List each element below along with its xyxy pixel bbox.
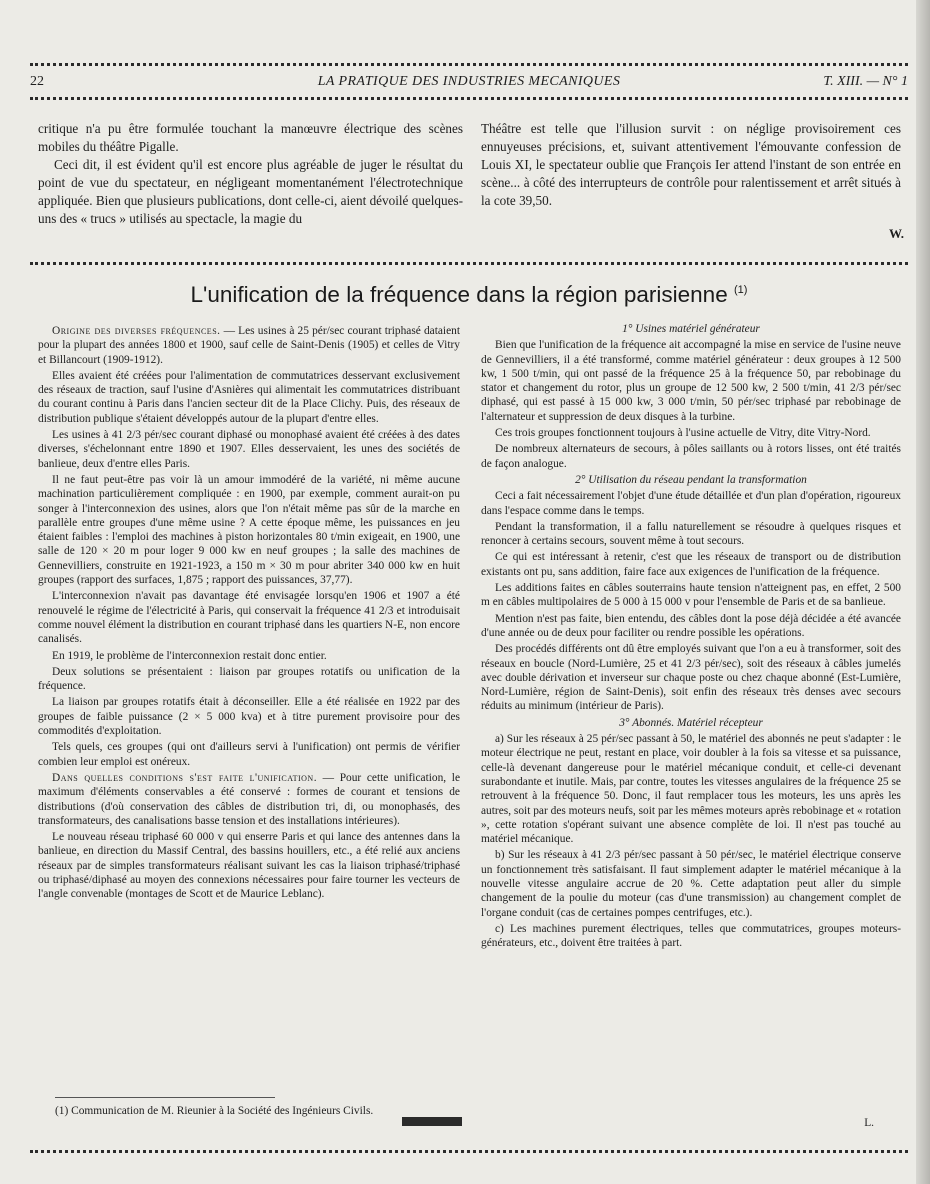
header-top-rule [30,63,908,66]
paragraph: Mention n'est pas faite, bien entendu, des câbles dont la pose déjà décidée a été avancée d'une année ou de deux pour faciliter ou rendre possible les opérations. [481,612,901,639]
paragraph: Le nouveau réseau triphasé 60 000 v qui enserre Paris et qui lance des antennes dans la banlieue, en direction du Massif Central, des bassins houillers, etc., a été relié aux anciens réseaux par de simples transformateurs réalisant suivant les cas la liaison triphasé/triphasé ou triphasé/diphasé au moyen des connexions nécessaires pour faire tourner les vecteurs de l'angle convenable (montages de Scott et de Maurice Leblanc). [38,831,460,901]
article-signature: L. [864,1117,874,1129]
paragraph: Elles avaient été créées pour l'alimentation de commutatrices desservant exclusivement des réseaux de traction, sauf l'usine d'Asnières qui alimentait les commutatrices distribuant du courant continu à Paris dans l'ancien secteur dit de la Place Clichy. Puis, des réseaux de distribution publique s'étaient développés autour de la plupart d'entre elles. [38,369,460,425]
footnote: (1) Communication de M. Rieunier à la Société des Ingénieurs Civils. [55,1105,374,1117]
printer-stamp-mark [402,1117,462,1126]
paragraph [38,324,460,367]
subsection-heading: 2° Utilisation du réseau pendant la transformation [575,473,807,486]
article-title-text: L'unification de la fréquence dans la région parisienne [190,282,728,307]
running-header [30,72,908,94]
paragraph: De nombreux alternateurs de secours, à pôles saillants ou à rotors lisses, ont été traités de façon analogue. [481,443,901,470]
paragraph: Ceci dit, il est évident qu'il est encore plus agréable de juger le résultat du point de vue du spectateur, en négligeant momentanément l'électrotechnique appliquée. Bien que plusieurs publications, dont celle-ci, aient dévoilé quelques-uns des « trucs » utilisés au spectacle, la magie du [38,157,463,226]
paragraph: En 1919, le problème de l'interconnexion restait donc entier. [52,649,327,662]
article-title [30,282,908,308]
paragraph: c) Les machines purement électriques, telles que commutatrices, groupes moteurs-générateurs, etc., doivent être traitées à part. [481,922,901,950]
paragraph [38,771,460,828]
previous-article-right-column [481,120,901,210]
paragraph: b) Sur les réseaux à 41 2/3 pér/sec passant à 50 pér/sec, le matériel électrique conserve un fonctionnement très satisfaisant. Il faut simplement adapter le matériel mécanique à la nouvelle vitesse angulaire accrue de 20 %. Cette adaptation peut aller du simple changement de la poulie du moteur (cas d'une transmission) au changement complet de l'organe conduit (cas de certaines pompes centrifuges, etc.). [481,849,901,919]
subsection-heading: 1° Usines matériel générateur [622,323,760,335]
section-heading: Dans quelles conditions s'est faite l'unification. [52,771,318,784]
article-separator-rule [30,262,908,265]
paragraph: L'interconnexion n'avait pas davantage été envisagée lorsqu'en 1906 et 1907 a été renouvelé le régime de l'électricité à Paris, qui conservait la fréquence 41 2/3 et introduisait comme nouvel élément la distribution en courant triphasé dans les quartiers N-E, non encore canalisés. [38,590,460,646]
paragraph: Bien que l'unification de la fréquence ait accompagné la mise en service de l'usine neuve de Gennevilliers, il a été transformé, comme matériel générateur : deux groupes à 12 500 kw, 1 500 t/min, qui ont passé de la fréquence 25 à la fréquence 50, par rebobinage du stator et changement du rotor, plus un groupe de 12 500 kw, 2 500 t/min, 41 2/3 pér/sec diphasé, qui est passé à 15 000 kw, 3 000 t/min, 50 pér/sec triphasé par rebobinage de l'alternateur et suppression de deux disques à la turbine. [481,339,901,423]
paragraph: Tels quels, ces groupes (qui ont d'ailleurs servi à l'unification) ont permis de vérifier combien leur emploi est onéreux. [38,741,460,768]
header-bottom-rule [30,97,908,100]
paragraph: Les usines à 41 2/3 pér/sec courant diphasé ou monophasé avaient été créées à des dates diverses, s'échelonnant entre 1890 et 1907. Elles desservaient, les unes des sociétés de banlieue, deux d'entre elles Paris. [38,429,460,470]
paragraph: a) Sur les réseaux à 25 pér/sec passant à 50, le matériel des abonnés ne peut s'adapter : le moteur électrique ne peut, restant en place, voir doubler à la fois sa vitesse et sa puissance, celle-là devenant dangereuse pour le matériel mécanique conduit, et celle-ci devenant surabondante et inutile. Mais, par contre, toutes les vitesses angulaires de la fréquence 25 se retrouvent à la fréquence 50. Donc, il faut remplacer tous les moteurs, les uns après les autres, soit par des moteurs neufs, soit par les mêmes moteurs après rebobinage et « rotation », cette rotation s'opérant suivant une absence complète de loi. Il n'est pas touché au matériel mécanique. [481,733,901,846]
paragraph: Ceci a fait nécessairement l'objet d'une étude détaillée et d'un plan d'opération, rigoureux dans l'espace comme dans le temps. [481,490,901,517]
paragraph: Pendant la transformation, il a fallu naturellement se résoudre à quelques risques et renoncer à certains secours, souvent même à tout secours. [481,520,901,548]
volume-number: T. XIII. — N° 1 [823,74,908,89]
subsection-heading: 3° Abonnés. Matériel récepteur [619,716,763,729]
paragraph: Il ne faut peut-être pas voir là un amour immodéré de la variété, ni même aucune machination particulièrement compliquée : en 1900, par exemple, comment aurait-on pu songer à l'interconnexion des usines, alors que l'on n'était même pas sûr de la marche en parallèle entre groupes d'une même usine ? A cette époque même, les puissances en jeu étaient faibles : l'emploi des machines à piston horizontales 80 t/min exigeait, en 1900, une salle de 120 × 20 m pour loger 9 000 kw en neuf groupes ; la salle des machines de Gennevilliers, construite en 1921-1923, a 150 m × 30 m pour abriter 340 000 kw en huit groupes (rapport des surfaces, 1,875 ; rapport des puissances, 37,77). [38,473,460,587]
article-right-column [481,322,901,952]
footnote-rule [55,1097,275,1098]
paragraph: Ces trois groupes fonctionnent toujours à l'usine actuelle de Vitry, dite Vitry-Nord. [495,427,871,440]
paragraph: Des procédés différents ont dû être employés suivant que l'on a eu à transformer, soit des réseaux en boucle (Nord-Lumière, 25 et 41 2/3 pér/sec), soit des réseaux à câbles jumelés avec double dérivation et inverseur sur chaque poste ou chez chaque abonné (Est-Lumière, Nord-Lumière, région de Saint-Denis), soit enfin des réseaux très denses avec secours réduits au minimum (intérieur de Paris). [481,643,901,713]
paragraph: Ce qui est intéressant à retenir, c'est que les réseaux de transport ou de distribution existants ont pu, sans addition, faire face aux exigences de l'unification de la fréquence. [481,551,901,578]
previous-article-left-column [38,120,463,228]
journal-title: LA PRATIQUE DES INDUSTRIES MECANIQUES [317,74,621,89]
title-footnote-mark: (1) [733,284,748,296]
section-heading: Origine des diverses fréquences. [52,325,221,337]
footer-rule [30,1150,908,1153]
paragraph: La liaison par groupes rotatifs était à déconseiller. Elle a été réalisée en 1922 par des groupes de faible puissance (2 × 5 000 kva) et à titre purement provisoire pour des commodités d'exploitation. [38,696,460,738]
previous-article-signature: W. [888,226,904,241]
paragraph: Les additions faites en câbles souterrains haute tension n'atteignent pas, en effet, 2 500 m en câbles multipolaires de 5 000 à 15 000 v pour l'ensemble de Paris et de sa banlieue. [481,582,901,609]
paragraph: Deux solutions se présentaient : liaison par groupes rotatifs ou unification de la fréquence. [38,665,460,693]
page-edge-shadow [916,0,930,1184]
paragraph: Théâtre est telle que l'illusion survit : on néglige provisoirement ces ennuyeuses précisions, et, suivant attentivement l'émouvante confession de Louis XI, le spectateur oublie que François Ier attend l'instant de son entrée en scène... à côté des interrupteurs de contrôle pour ralentissement et arrêt situés à la cote 39,50. [481,121,901,208]
article-left-column [38,324,460,904]
page-number: 22 [30,74,44,89]
paragraph-text: — Pour cette unification, le maximum d'éléments conservables a été conservé : formes de courant et tensions de distributions (d'où conservation des câbles de distribution tri, di, ou monophasés, des transformateurs, des canalisations basse tension et des installations intérieures). [38,771,460,827]
paragraph: critique n'a pu être formulée touchant la manœuvre électrique des scènes mobiles du théâtre Pigalle. [38,121,463,154]
paragraph-text: — Les usines à 25 pér/sec courant triphasé dataient pour la plupart des années 1800 et 1900, sauf celle de Saint-Denis (1905) et celles de Vitry et Billancourt (1909-1912). [38,325,460,366]
